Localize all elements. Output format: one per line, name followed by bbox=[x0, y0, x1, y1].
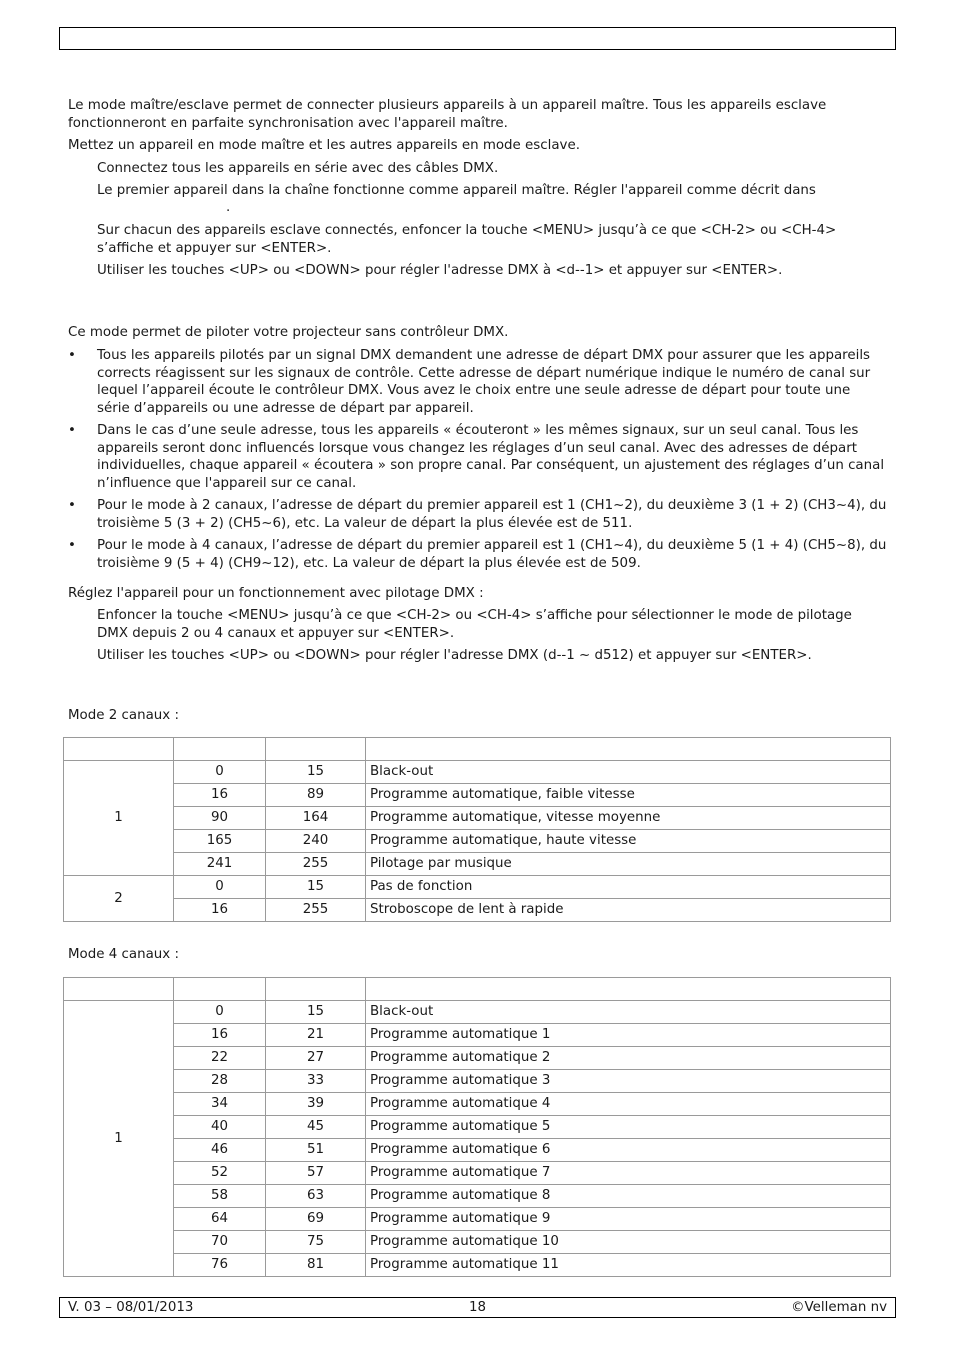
function-cell: Programme automatique, haute vitesse bbox=[366, 830, 891, 853]
value-from-cell: 28 bbox=[174, 1070, 266, 1093]
footer-page-number: 18 bbox=[468, 1300, 487, 1315]
value-to-cell: 15 bbox=[266, 876, 366, 899]
value-to-cell: 75 bbox=[266, 1231, 366, 1254]
channel-cell: 1 bbox=[64, 761, 174, 876]
function-cell: Programme automatique 11 bbox=[366, 1254, 891, 1277]
table-header-row bbox=[64, 978, 891, 1001]
value-from-cell: 40 bbox=[174, 1116, 266, 1139]
table-row bbox=[64, 1070, 891, 1093]
dmx-step-2: Utiliser les touches <UP> ou <DOWN> pour régler l'adresse DMX (d--1 ~ d512) et appuyer sur <ENTER>. bbox=[97, 648, 812, 663]
value-from-cell: 34 bbox=[174, 1093, 266, 1116]
function-cell: Black-out bbox=[366, 761, 891, 784]
table-row bbox=[64, 1162, 891, 1185]
value-to-cell: 33 bbox=[266, 1070, 366, 1093]
dmx-intro: Ce mode permet de piloter votre projecteur sans contrôleur DMX. bbox=[68, 325, 509, 340]
mode-4-label: Mode 4 canaux : bbox=[68, 947, 179, 962]
table-row bbox=[64, 1001, 891, 1024]
value-from-cell: 16 bbox=[174, 784, 266, 807]
dmx-bullet-3: Pour le mode à 2 canaux, l’adresse de départ du premier appareil est 1 (CH1~2), du deuxième 3 (1 + 2) (CH3~4), du troisième 5 (3 + 2) (CH5~6), etc. La valeur de départ la plus élevée est de 511. bbox=[97, 498, 887, 531]
function-cell: Programme automatique 7 bbox=[366, 1162, 891, 1185]
value-from-cell: 16 bbox=[174, 899, 266, 922]
table-row bbox=[64, 876, 891, 899]
value-to-cell: 15 bbox=[266, 1001, 366, 1024]
mode-2-label: Mode 2 canaux : bbox=[68, 708, 179, 723]
function-cell: Programme automatique 5 bbox=[366, 1116, 891, 1139]
table-row bbox=[64, 761, 891, 784]
channel-cell: 2 bbox=[64, 876, 174, 922]
value-from-cell: 46 bbox=[174, 1139, 266, 1162]
table-row bbox=[64, 830, 891, 853]
master-slave-step-4: Utiliser les touches <UP> ou <DOWN> pour régler l'adresse DMX à <d--1> et appuyer sur <ENTER>. bbox=[97, 263, 783, 278]
function-cell: Programme automatique 9 bbox=[366, 1208, 891, 1231]
bullet-marker: • bbox=[68, 538, 76, 553]
table-row bbox=[64, 1139, 891, 1162]
value-to-cell: 255 bbox=[266, 853, 366, 876]
function-cell: Stroboscope de lent à rapide bbox=[366, 899, 891, 922]
value-from-cell: 64 bbox=[174, 1208, 266, 1231]
value-to-cell: 63 bbox=[266, 1185, 366, 1208]
table-row bbox=[64, 1231, 891, 1254]
value-from-cell: 16 bbox=[174, 1024, 266, 1047]
function-cell: Programme automatique 4 bbox=[366, 1093, 891, 1116]
value-from-cell: 0 bbox=[174, 761, 266, 784]
value-to-cell: 27 bbox=[266, 1047, 366, 1070]
table-row bbox=[64, 1254, 891, 1277]
function-cell: Black-out bbox=[366, 1001, 891, 1024]
bullet-marker: • bbox=[68, 423, 76, 438]
value-from-cell: 52 bbox=[174, 1162, 266, 1185]
function-cell: Pilotage par musique bbox=[366, 853, 891, 876]
table-row bbox=[64, 853, 891, 876]
dmx-step-1: Enfoncer la touche <MENU> jusqu’à ce que <CH-2> ou <CH-4> s’affiche pour sélectionner le mode de pilotage DMX depuis 2 ou 4 canaux et appuyer sur <ENTER>. bbox=[97, 608, 852, 641]
value-from-cell: 70 bbox=[174, 1231, 266, 1254]
function-cell: Programme automatique 3 bbox=[366, 1070, 891, 1093]
master-slave-step-2: Le premier appareil dans la chaîne fonctionne comme appareil maître. Régler l'appareil comme décrit dans bbox=[97, 183, 816, 198]
value-to-cell: 51 bbox=[266, 1139, 366, 1162]
dmx-setup: Réglez l'appareil pour un fonctionnement avec pilotage DMX : bbox=[68, 586, 484, 601]
table-row bbox=[64, 1185, 891, 1208]
table-row bbox=[64, 1024, 891, 1047]
value-from-cell: 241 bbox=[174, 853, 266, 876]
master-slave-intro: Le mode maître/esclave permet de connecter plusieurs appareils à un appareil maître. Tous les appareils esclave fonctionneront en parfaite synchronisation avec l'appareil maître. bbox=[68, 98, 827, 131]
table-row bbox=[64, 1047, 891, 1070]
channel-cell: 1 bbox=[64, 1001, 174, 1277]
value-from-cell: 0 bbox=[174, 876, 266, 899]
value-to-cell: 45 bbox=[266, 1116, 366, 1139]
table-header-row bbox=[64, 738, 891, 761]
bullet-marker: • bbox=[68, 498, 76, 513]
function-cell: Programme automatique 8 bbox=[366, 1185, 891, 1208]
value-from-cell: 165 bbox=[174, 830, 266, 853]
footer-copyright: ©Velleman nv bbox=[791, 1300, 887, 1315]
master-slave-setup: Mettez un appareil en mode maître et les autres appareils en mode esclave. bbox=[68, 138, 580, 153]
table-row bbox=[64, 1093, 891, 1116]
value-to-cell: 89 bbox=[266, 784, 366, 807]
function-cell: Programme automatique 10 bbox=[366, 1231, 891, 1254]
value-to-cell: 69 bbox=[266, 1208, 366, 1231]
value-to-cell: 255 bbox=[266, 899, 366, 922]
page-footer bbox=[59, 1297, 896, 1318]
value-to-cell: 15 bbox=[266, 761, 366, 784]
function-cell: Programme automatique, vitesse moyenne bbox=[366, 807, 891, 830]
value-from-cell: 76 bbox=[174, 1254, 266, 1277]
function-cell: Programme automatique 2 bbox=[366, 1047, 891, 1070]
table-row bbox=[64, 899, 891, 922]
function-cell: Programme automatique, faible vitesse bbox=[366, 784, 891, 807]
footer-version: V. 03 – 08/01/2013 bbox=[68, 1300, 194, 1315]
table-row bbox=[64, 784, 891, 807]
mode-2-table bbox=[63, 737, 891, 922]
mode-4-table bbox=[63, 977, 891, 1277]
value-to-cell: 57 bbox=[266, 1162, 366, 1185]
function-cell: Pas de fonction bbox=[366, 876, 891, 899]
table-row bbox=[64, 807, 891, 830]
value-from-cell: 0 bbox=[174, 1001, 266, 1024]
master-slave-step-3: Sur chacun des appareils esclave connectés, enfoncer la touche <MENU> jusqu’à ce que <CH-2> ou <CH-4> s’affiche et appuyer sur <ENTER>. bbox=[97, 223, 837, 256]
value-from-cell: 58 bbox=[174, 1185, 266, 1208]
master-slave-step-1: Connectez tous les appareils en série avec des câbles DMX. bbox=[97, 161, 499, 176]
table-row bbox=[64, 1116, 891, 1139]
function-cell: Programme automatique 1 bbox=[366, 1024, 891, 1047]
dmx-bullet-2: Dans le cas d’une seule adresse, tous les appareils « écouteront » les mêmes signaux, sur un seul canal. Tous les appareils seront donc influencés lorsque vous changez les réglages d’un seul canal. Avec des adresses de départ individuelles, chaque appareil « écoutera » son propre canal. Par conséquent, un ajustement des réglages d’un canal n’influence que l'appareil sur ce canal. bbox=[97, 423, 885, 491]
value-from-cell: 90 bbox=[174, 807, 266, 830]
dmx-bullet-4: Pour le mode à 4 canaux, l’adresse de départ du premier appareil est 1 (CH1~4), du deuxième 5 (1 + 4) (CH5~8), du troisième 9 (5 + 4) (CH9~12), etc. La valeur de départ la plus élevée est de 509. bbox=[97, 538, 887, 571]
page-header-box bbox=[59, 27, 896, 50]
table-row bbox=[64, 1208, 891, 1231]
value-to-cell: 39 bbox=[266, 1093, 366, 1116]
value-to-cell: 240 bbox=[266, 830, 366, 853]
master-slave-step-2-cont: . bbox=[226, 200, 231, 215]
dmx-bullet-1: Tous les appareils pilotés par un signal DMX demandent une adresse de départ DMX pour assurer que les appareils corrects réagissent sur les signaux de contrôle. Cette adresse de départ numérique indique le numéro de canal sur lequel l’appareil écoute le contrôleur DMX. Vous avez le choix entre une seule adresse de départ pour toute une série d’appareils ou une adresse de départ par appareil. bbox=[97, 348, 871, 416]
value-to-cell: 81 bbox=[266, 1254, 366, 1277]
value-from-cell: 22 bbox=[174, 1047, 266, 1070]
function-cell: Programme automatique 6 bbox=[366, 1139, 891, 1162]
bullet-marker: • bbox=[68, 348, 76, 363]
value-to-cell: 164 bbox=[266, 807, 366, 830]
value-to-cell: 21 bbox=[266, 1024, 366, 1047]
